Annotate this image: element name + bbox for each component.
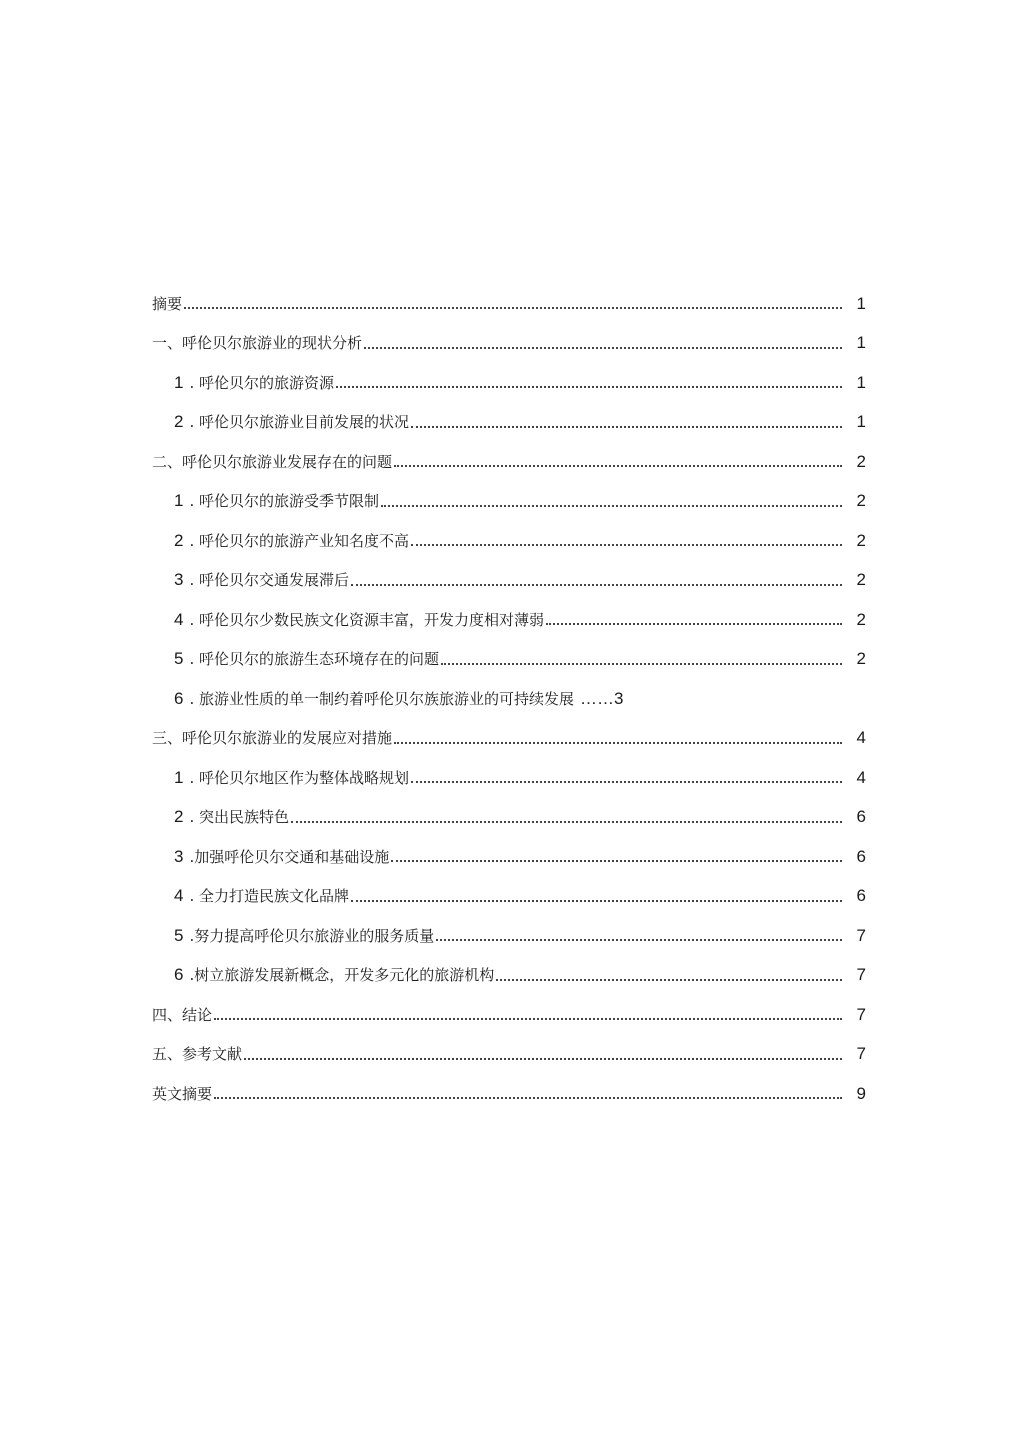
toc-item-number: 5 bbox=[174, 649, 184, 669]
toc-page-number: 2 bbox=[856, 530, 866, 550]
dot-leader bbox=[291, 820, 842, 823]
toc-page-number: 1 bbox=[856, 293, 866, 313]
dot-leader bbox=[394, 741, 842, 744]
toc-entry[interactable] bbox=[152, 916, 866, 956]
toc-page-number: 1 bbox=[856, 372, 866, 392]
dot-leader bbox=[496, 978, 842, 981]
toc-label: .加强呼伦贝尔交通和基础设施 bbox=[189, 847, 390, 866]
dot-leader bbox=[214, 1096, 842, 1099]
toc-entry[interactable] bbox=[152, 403, 866, 443]
toc-label: 摘要 bbox=[152, 294, 183, 313]
toc-item-number: 6 bbox=[174, 965, 184, 985]
dot-leader bbox=[351, 583, 842, 586]
table-of-contents bbox=[152, 284, 866, 1114]
dot-leader bbox=[411, 425, 842, 428]
toc-page-number: 1 bbox=[856, 333, 866, 353]
dot-leader bbox=[336, 385, 842, 388]
toc-page-number: 2 bbox=[856, 570, 866, 590]
dot-leader bbox=[364, 346, 842, 349]
toc-page-number: 9 bbox=[856, 1083, 866, 1103]
toc-item-number: 4 bbox=[174, 886, 184, 906]
toc-item-number: 1 bbox=[174, 372, 184, 392]
dot-leader bbox=[441, 662, 842, 665]
toc-item-number: 6 bbox=[174, 688, 184, 708]
toc-page-number: 7 bbox=[856, 965, 866, 985]
toc-item-number: 3 bbox=[174, 846, 184, 866]
toc-label: .树立旅游发展新概念，开发多元化的旅游机构 bbox=[189, 966, 495, 985]
toc-item-number: 1 bbox=[174, 491, 184, 511]
toc-label: . 呼伦贝尔交通发展滞后 bbox=[189, 571, 350, 590]
dot-leader bbox=[244, 1057, 842, 1060]
toc-page-number: 1 bbox=[856, 412, 866, 432]
toc-label: .努力提高呼伦贝尔旅游业的服务质量 bbox=[189, 926, 435, 945]
toc-item-number: 4 bbox=[174, 609, 184, 629]
toc-item-number: 2 bbox=[174, 807, 184, 827]
toc-item-number: 3 bbox=[174, 570, 184, 590]
dot-leader bbox=[546, 622, 842, 625]
toc-page-number: 2 bbox=[856, 491, 866, 511]
toc-page-number: 4 bbox=[856, 767, 866, 787]
toc-label: 三、呼伦贝尔旅游业的发展应对措施 bbox=[152, 729, 393, 748]
toc-label: 五、参考文献 bbox=[152, 1045, 243, 1064]
toc-page-number: 7 bbox=[856, 1004, 866, 1024]
dot-leader bbox=[214, 1017, 842, 1020]
toc-page-number: 2 bbox=[856, 451, 866, 471]
toc-entry[interactable] bbox=[152, 798, 866, 838]
toc-label: . 呼伦贝尔地区作为整体战略规划 bbox=[189, 768, 410, 787]
toc-page-number: 2 bbox=[856, 609, 866, 629]
toc-item-number: 2 bbox=[174, 412, 184, 432]
toc-item-number: 1 bbox=[174, 767, 184, 787]
toc-page-number: 7 bbox=[856, 925, 866, 945]
dot-leader bbox=[394, 464, 842, 467]
toc-entry[interactable] bbox=[152, 640, 866, 680]
toc-label: . 全力打造民族文化品牌 bbox=[189, 887, 350, 906]
dot-leader bbox=[411, 780, 842, 783]
toc-entry[interactable] bbox=[152, 758, 866, 798]
toc-label: . 呼伦贝尔少数民族文化资源丰富，开发力度相对薄弱 bbox=[189, 610, 545, 629]
toc-entry[interactable] bbox=[152, 284, 866, 324]
toc-entry[interactable] bbox=[152, 363, 866, 403]
toc-item-number: 5 bbox=[174, 925, 184, 945]
dot-leader bbox=[391, 859, 842, 862]
toc-entry[interactable] bbox=[152, 521, 866, 561]
toc-entry[interactable] bbox=[152, 679, 866, 719]
dot-leader bbox=[184, 306, 842, 309]
toc-entry[interactable] bbox=[152, 837, 866, 877]
toc-page-number: 6 bbox=[856, 886, 866, 906]
toc-label: 一、呼伦贝尔旅游业的现状分析 bbox=[152, 334, 363, 353]
toc-label: . 突出民族特色 bbox=[189, 808, 290, 827]
toc-label: 英文摘要 bbox=[152, 1084, 213, 1103]
toc-page-number: 4 bbox=[856, 728, 866, 748]
toc-label: . 呼伦贝尔的旅游资源 bbox=[189, 373, 335, 392]
toc-label: . 呼伦贝尔的旅游受季节限制 bbox=[189, 492, 380, 511]
toc-item-number: 2 bbox=[174, 530, 184, 550]
toc-label: 二、呼伦贝尔旅游业发展存在的问题 bbox=[152, 452, 393, 471]
dot-leader bbox=[411, 543, 842, 546]
dot-leader bbox=[351, 899, 842, 902]
toc-entry[interactable] bbox=[152, 324, 866, 364]
toc-entry[interactable] bbox=[152, 995, 866, 1035]
toc-entry[interactable] bbox=[152, 719, 866, 759]
dot-leader bbox=[381, 504, 842, 507]
toc-page-number: 6 bbox=[856, 846, 866, 866]
toc-label: 四、结论 bbox=[152, 1005, 213, 1024]
toc-entry[interactable] bbox=[152, 442, 866, 482]
toc-page-number: ……3 bbox=[580, 688, 624, 708]
toc-label: . 呼伦贝尔旅游业目前发展的状况 bbox=[189, 413, 410, 432]
toc-entry[interactable] bbox=[152, 1035, 866, 1075]
toc-page-number: 7 bbox=[856, 1044, 866, 1064]
toc-entry[interactable] bbox=[152, 1074, 866, 1114]
dot-leader bbox=[436, 938, 842, 941]
toc-entry[interactable] bbox=[152, 600, 866, 640]
toc-entry[interactable] bbox=[152, 956, 866, 996]
toc-entry[interactable] bbox=[152, 877, 866, 917]
toc-page-number: 2 bbox=[856, 649, 866, 669]
toc-page-number: 6 bbox=[856, 807, 866, 827]
toc-entry[interactable] bbox=[152, 561, 866, 601]
toc-label: . 呼伦贝尔的旅游产业知名度不高 bbox=[189, 531, 410, 550]
toc-label: . 旅游业性质的单一制约着呼伦贝尔族旅游业的可持续发展 bbox=[189, 689, 575, 708]
toc-label: . 呼伦贝尔的旅游生态环境存在的问题 bbox=[189, 650, 440, 669]
toc-entry[interactable] bbox=[152, 482, 866, 522]
